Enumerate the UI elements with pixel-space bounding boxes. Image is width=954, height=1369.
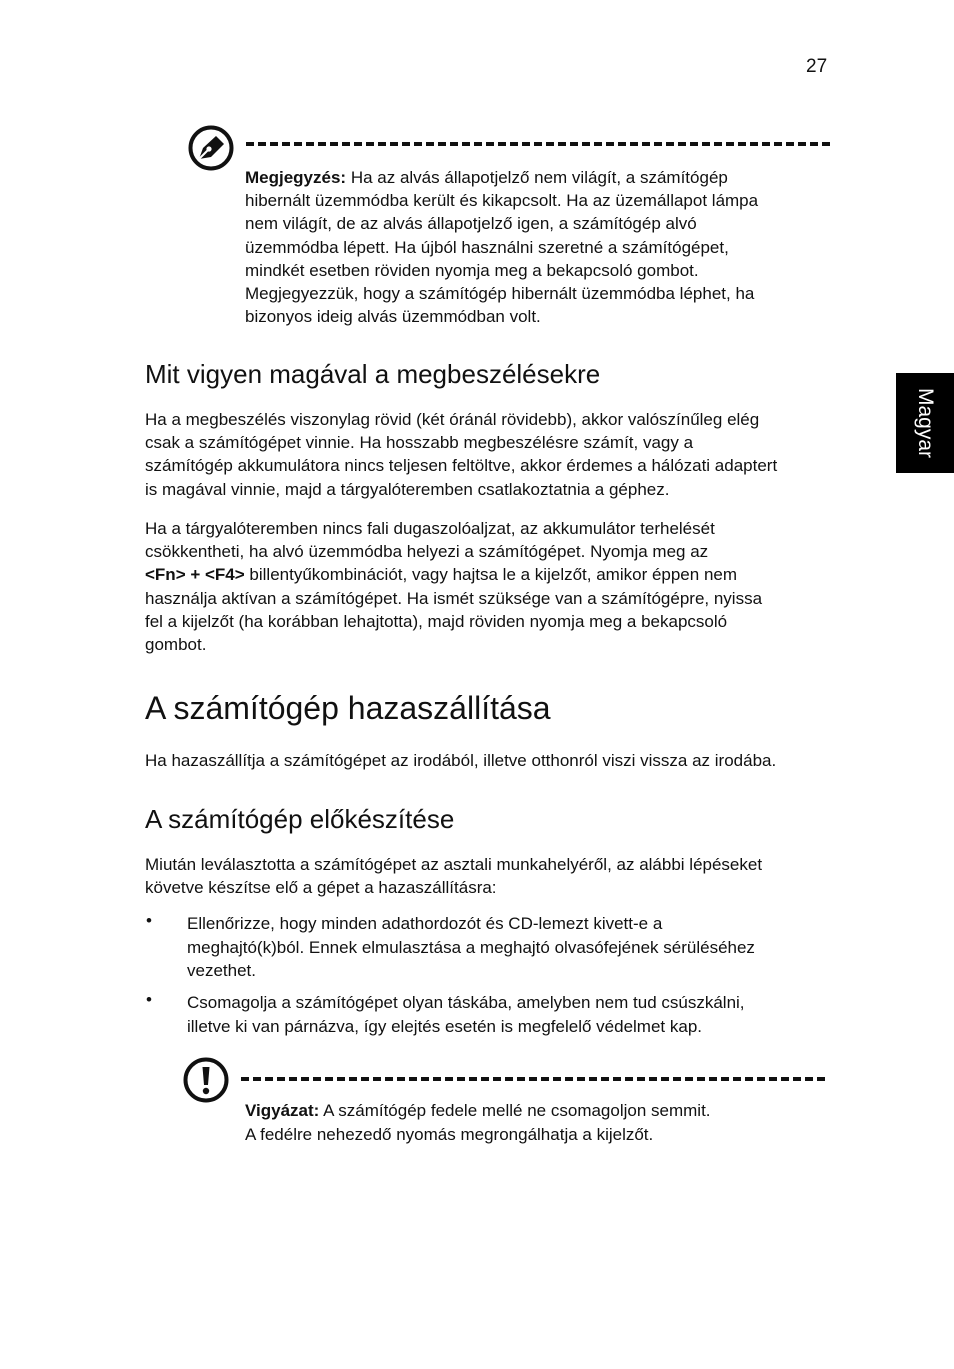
paragraph-line: csak a számítógépet vinnie. Ha hosszabb megbeszélésre számít, vagy a	[145, 433, 694, 453]
note-divider	[246, 142, 830, 146]
caution-line: Vigyázat: A számítógép fedele mellé ne csomagoljon semmit.	[245, 1101, 711, 1120]
note-label: Megjegyzés:	[245, 168, 347, 187]
caution-divider	[241, 1077, 825, 1081]
paragraph-line: követve készítse elő a gépet a hazaszállításra:	[145, 878, 497, 898]
note-line: nem világít, de az alvás állapotjelző igen, a számítógép alvó	[245, 214, 697, 234]
note-line: mindkét esetben röviden nyomja meg a bekapcsoló gombot.	[245, 260, 699, 280]
note-line: Megjegyezzük, hogy a számítógép hibernált üzemmódba léphet, ha	[245, 284, 755, 304]
meetings-paragraph-2	[145, 517, 835, 656]
page-number: 27	[806, 56, 828, 77]
meetings-paragraph-1	[145, 408, 835, 501]
paragraph-line: használja aktívan a számítógépet. Ha ismét szüksége van a számítógépre, nyissa	[145, 588, 763, 608]
home-intro: Ha hazaszállítja a számítógépet az irodából, illetve otthonról viszi vissza az irodába.	[145, 751, 777, 770]
bullet-item	[187, 912, 827, 983]
paragraph-line: Ha a tárgyalóteremben nincs fali dugaszolóaljzat, az akkumulátor terhelését	[145, 519, 715, 538]
language-side-tab-label: Magyar	[914, 387, 937, 459]
bullet-line: illetve ki van párnázva, így elejtés esetén is megfelelő védelmet kap.	[187, 1016, 702, 1036]
paragraph-line: számítógép akkumulátora nincs teljesen feltöltve, akkor érdemes a hálózati adaptert	[145, 456, 778, 476]
section-heading-preparing: A számítógép előkészítése	[145, 804, 455, 834]
language-side-tab	[896, 373, 954, 473]
paragraph-line: Ha a megbeszélés viszonylag rövid (két óránál rövidebb), akkor valószínűleg elég	[145, 410, 760, 429]
note-line: bizonyos ideig alvás üzemmódban volt.	[245, 307, 541, 327]
bullet-line: vezethet.	[187, 961, 256, 980]
note-text	[245, 166, 825, 328]
bullet-item	[187, 991, 827, 1038]
bullet-marker: •	[146, 911, 152, 930]
caution-line: A fedélre nehezedő nyomás megrongálhatja a kijelzőt.	[245, 1124, 654, 1144]
preparing-intro	[145, 853, 835, 899]
pen-note-icon	[187, 124, 235, 172]
paragraph-line: fel a kijelzőt (ha korábban lehajtotta), majd röviden nyomja meg a bekapcsoló	[145, 611, 728, 631]
paragraph-line: is magával vinnie, majd a tárgyalóteremben csatlakoztatnia a géphez.	[145, 479, 670, 499]
paragraph-line: gombot.	[145, 635, 207, 655]
paragraph-line: csökkentheti, ha alvó üzemmódba helyezi a számítógépet. Nyomja meg az	[145, 542, 709, 562]
bullet-marker: •	[146, 990, 152, 1009]
paragraph-line: Miután leválasztotta a számítógépet az asztali munkahelyéről, az alábbi lépéseket	[145, 855, 763, 874]
key-combination: <Fn> + <F4>	[145, 565, 245, 585]
exclamation-caution-icon	[182, 1056, 230, 1104]
caution-label: Vigyázat:	[245, 1101, 320, 1120]
section-heading-home: A számítógép hazaszállítása	[145, 690, 551, 726]
note-line: üzemmódba lépett. Ha újból használni szeretné a számítógépet,	[245, 237, 729, 257]
note-line: hibernált üzemmódba került és kikapcsolt. Ha az üzemállapot lámpa	[245, 191, 759, 211]
bullet-line: Csomagolja a számítógépet olyan táskába, amelyben nem tud csúszkálni,	[187, 993, 745, 1012]
caution-text	[245, 1099, 835, 1146]
paragraph-line: <Fn> + <F4> billentyűkombinációt, vagy hajtsa le a kijelzőt, amikor éppen nem	[145, 565, 738, 585]
bullet-line: meghajtó(k)ból. Ennek elmulasztása a meghajtó olvasófejének sérüléséhez	[187, 937, 755, 957]
note-line: Megjegyzés: Ha az alvás állapotjelző nem világít, a számítógép	[245, 168, 728, 187]
bullet-line: Ellenőrizze, hogy minden adathordozót és CD-lemezt kivett-e a	[187, 914, 663, 933]
section-heading-meetings: Mit vigyen magával a megbeszélésekre	[145, 359, 601, 389]
